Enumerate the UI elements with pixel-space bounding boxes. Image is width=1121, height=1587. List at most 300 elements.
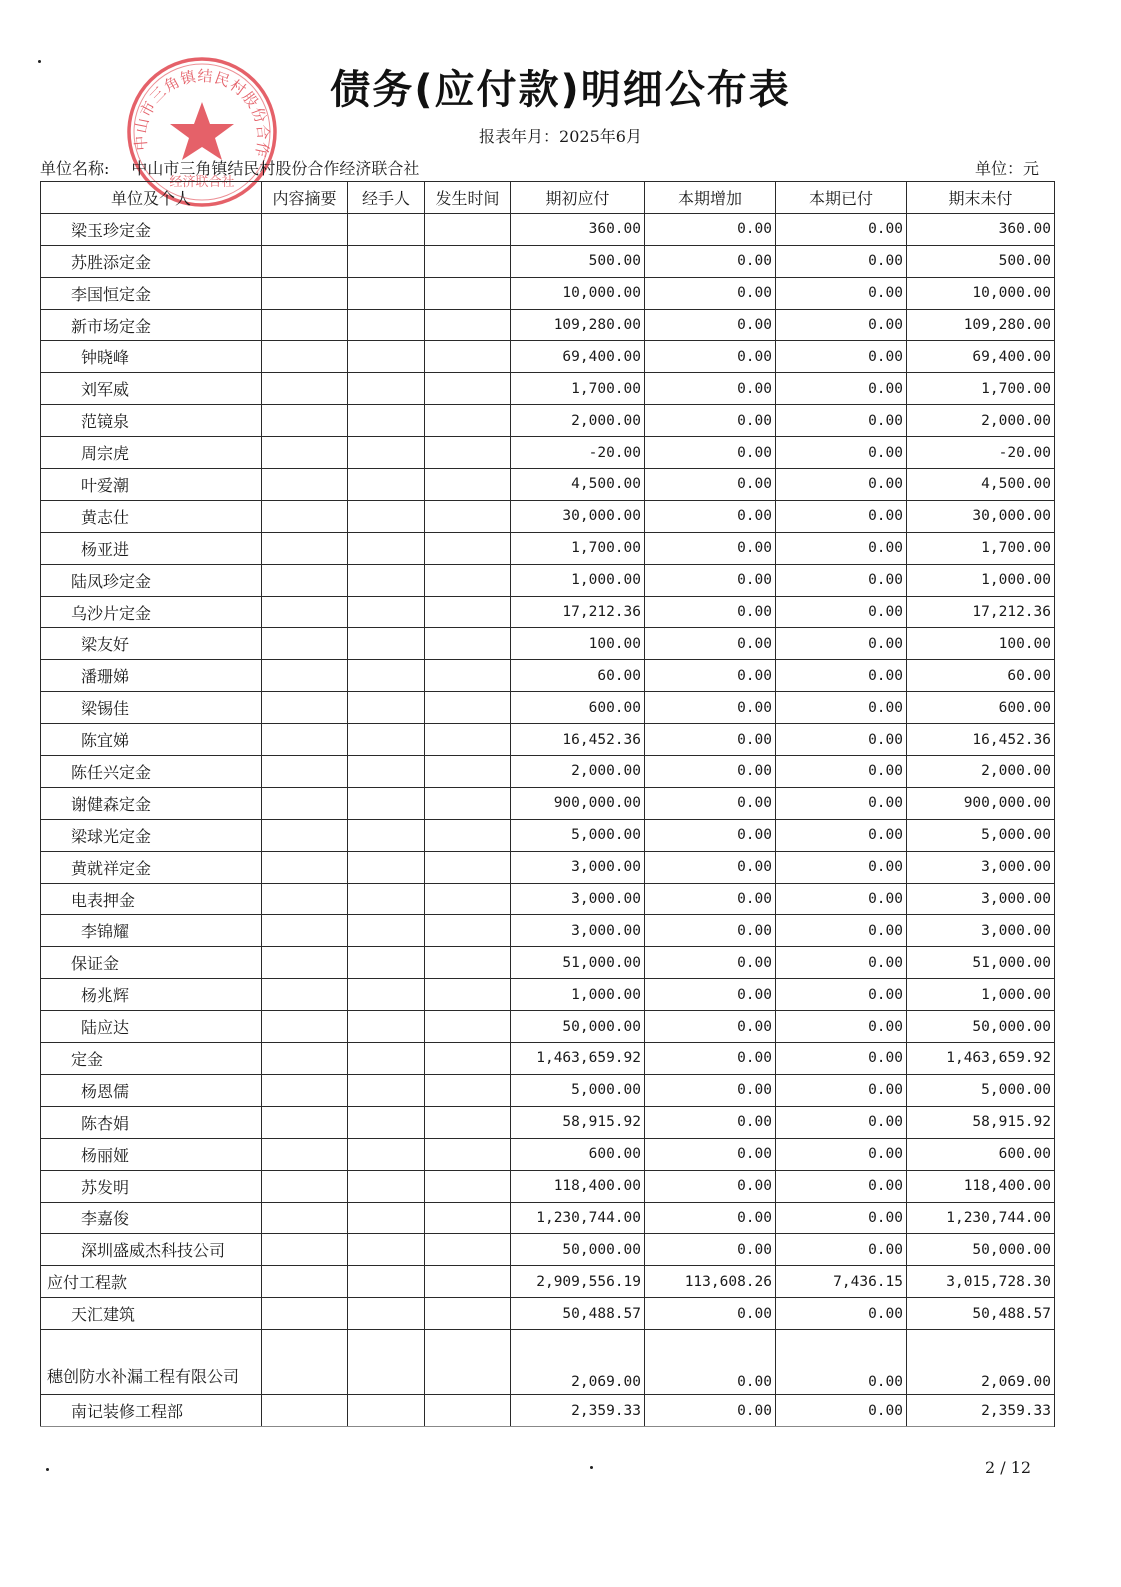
row-date-cell bbox=[425, 947, 511, 979]
row-paid-cell: 0.00 bbox=[776, 1202, 907, 1234]
row-closing-cell: 3,015,728.30 bbox=[907, 1266, 1055, 1298]
row-summary-cell bbox=[262, 596, 348, 628]
row-handler-cell bbox=[348, 915, 425, 947]
row-handler-cell bbox=[348, 245, 425, 277]
row-increase-cell: 0.00 bbox=[645, 564, 776, 596]
row-increase-cell: 0.00 bbox=[645, 660, 776, 692]
row-name-cell: 深圳盛威杰科技公司 bbox=[41, 1234, 262, 1266]
row-opening-cell: 118,400.00 bbox=[511, 1170, 645, 1202]
row-opening-cell: 360.00 bbox=[511, 213, 645, 245]
table-row bbox=[41, 915, 1055, 947]
row-paid-cell: 0.00 bbox=[776, 692, 907, 724]
row-handler-cell bbox=[348, 1298, 425, 1330]
row-opening-cell: 1,000.00 bbox=[511, 564, 645, 596]
row-opening-cell: 4,500.00 bbox=[511, 469, 645, 501]
row-opening-cell: 2,909,556.19 bbox=[511, 1266, 645, 1298]
row-date-cell bbox=[425, 309, 511, 341]
row-closing-cell: 900,000.00 bbox=[907, 787, 1055, 819]
col-header-increase: 本期增加 bbox=[645, 182, 776, 214]
row-date-cell bbox=[425, 1395, 511, 1427]
footer-divider bbox=[40, 1426, 1054, 1427]
row-handler-cell bbox=[348, 1074, 425, 1106]
row-increase-cell: 0.00 bbox=[645, 437, 776, 469]
row-paid-cell: 0.00 bbox=[776, 756, 907, 788]
row-summary-cell bbox=[262, 1266, 348, 1298]
table-row bbox=[41, 819, 1055, 851]
row-opening-cell: 5,000.00 bbox=[511, 1074, 645, 1106]
row-handler-cell bbox=[348, 883, 425, 915]
row-opening-cell: 51,000.00 bbox=[511, 947, 645, 979]
row-date-cell bbox=[425, 851, 511, 883]
row-paid-cell: 0.00 bbox=[776, 915, 907, 947]
unit-name-value: 中山市三角镇结民村股份合作经济联合社 bbox=[131, 159, 420, 178]
svg-text:经济联合社: 经济联合社 bbox=[169, 175, 235, 190]
row-name-cell: 穗创防水补漏工程有限公司 bbox=[41, 1330, 262, 1395]
row-summary-cell bbox=[262, 277, 348, 309]
table-row bbox=[41, 1170, 1055, 1202]
row-increase-cell: 0.00 bbox=[645, 851, 776, 883]
row-name-cell: 范镜泉 bbox=[41, 405, 262, 437]
row-summary-cell bbox=[262, 787, 348, 819]
row-closing-cell: 2,359.33 bbox=[907, 1395, 1055, 1427]
table-row bbox=[41, 692, 1055, 724]
col-header-summary: 内容摘要 bbox=[262, 182, 348, 214]
table-row bbox=[41, 979, 1055, 1011]
row-opening-cell: 60.00 bbox=[511, 660, 645, 692]
row-increase-cell: 0.00 bbox=[645, 1234, 776, 1266]
row-name-cell: 周宗虎 bbox=[41, 437, 262, 469]
row-handler-cell bbox=[348, 405, 425, 437]
row-closing-cell: -20.00 bbox=[907, 437, 1055, 469]
row-paid-cell: 0.00 bbox=[776, 1043, 907, 1075]
table-row bbox=[41, 1298, 1055, 1330]
row-opening-cell: 3,000.00 bbox=[511, 851, 645, 883]
row-summary-cell bbox=[262, 947, 348, 979]
row-handler-cell bbox=[348, 1266, 425, 1298]
row-name-cell: 定金 bbox=[41, 1043, 262, 1075]
row-summary-cell bbox=[262, 437, 348, 469]
row-name-cell: 苏发明 bbox=[41, 1170, 262, 1202]
row-summary-cell bbox=[262, 309, 348, 341]
col-header-date: 发生时间 bbox=[425, 182, 511, 214]
row-date-cell bbox=[425, 1011, 511, 1043]
scan-speck bbox=[46, 1468, 49, 1471]
row-paid-cell: 0.00 bbox=[776, 309, 907, 341]
table-row bbox=[41, 1106, 1055, 1138]
row-paid-cell: 0.00 bbox=[776, 245, 907, 277]
row-handler-cell bbox=[348, 1234, 425, 1266]
row-increase-cell: 0.00 bbox=[645, 1298, 776, 1330]
row-increase-cell: 0.00 bbox=[645, 1011, 776, 1043]
row-closing-cell: 1,700.00 bbox=[907, 373, 1055, 405]
scan-speck bbox=[590, 1466, 593, 1469]
row-date-cell bbox=[425, 1202, 511, 1234]
row-closing-cell: 51,000.00 bbox=[907, 947, 1055, 979]
row-increase-cell: 0.00 bbox=[645, 277, 776, 309]
row-closing-cell: 50,000.00 bbox=[907, 1011, 1055, 1043]
period-label: 报表年月： bbox=[479, 127, 560, 146]
row-increase-cell: 0.00 bbox=[645, 1043, 776, 1075]
row-name-cell: 梁球光定金 bbox=[41, 819, 262, 851]
row-opening-cell: 3,000.00 bbox=[511, 883, 645, 915]
row-date-cell bbox=[425, 469, 511, 501]
row-increase-cell: 0.00 bbox=[645, 1395, 776, 1427]
row-handler-cell bbox=[348, 1106, 425, 1138]
row-handler-cell bbox=[348, 437, 425, 469]
row-paid-cell: 0.00 bbox=[776, 469, 907, 501]
row-paid-cell: 0.00 bbox=[776, 628, 907, 660]
row-summary-cell bbox=[262, 245, 348, 277]
row-name-cell: 梁锡佳 bbox=[41, 692, 262, 724]
row-name-cell: 谢健森定金 bbox=[41, 787, 262, 819]
row-opening-cell: 69,400.00 bbox=[511, 341, 645, 373]
row-paid-cell: 0.00 bbox=[776, 373, 907, 405]
row-date-cell bbox=[425, 1043, 511, 1075]
row-date-cell bbox=[425, 883, 511, 915]
row-increase-cell: 0.00 bbox=[645, 692, 776, 724]
row-paid-cell: 0.00 bbox=[776, 1011, 907, 1043]
row-closing-cell: 360.00 bbox=[907, 213, 1055, 245]
row-handler-cell bbox=[348, 979, 425, 1011]
row-summary-cell bbox=[262, 564, 348, 596]
row-paid-cell: 0.00 bbox=[776, 532, 907, 564]
row-handler-cell bbox=[348, 469, 425, 501]
row-handler-cell bbox=[348, 1330, 425, 1395]
row-opening-cell: 1,463,659.92 bbox=[511, 1043, 645, 1075]
row-handler-cell bbox=[348, 628, 425, 660]
row-opening-cell: 3,000.00 bbox=[511, 915, 645, 947]
table-row bbox=[41, 532, 1055, 564]
row-date-cell bbox=[425, 628, 511, 660]
table-row bbox=[41, 756, 1055, 788]
table-row bbox=[41, 437, 1055, 469]
row-increase-cell: 0.00 bbox=[645, 819, 776, 851]
row-closing-cell: 1,700.00 bbox=[907, 532, 1055, 564]
row-closing-cell: 60.00 bbox=[907, 660, 1055, 692]
row-paid-cell: 0.00 bbox=[776, 1106, 907, 1138]
payables-table bbox=[40, 181, 1055, 1427]
row-handler-cell bbox=[348, 947, 425, 979]
report-period bbox=[0, 124, 1121, 147]
row-closing-cell: 3,000.00 bbox=[907, 915, 1055, 947]
row-paid-cell: 0.00 bbox=[776, 851, 907, 883]
row-date-cell bbox=[425, 1138, 511, 1170]
row-closing-cell: 2,000.00 bbox=[907, 405, 1055, 437]
row-name-cell: 李锦耀 bbox=[41, 915, 262, 947]
row-closing-cell: 58,915.92 bbox=[907, 1106, 1055, 1138]
row-paid-cell: 0.00 bbox=[776, 1138, 907, 1170]
row-name-cell: 李嘉俊 bbox=[41, 1202, 262, 1234]
row-summary-cell bbox=[262, 756, 348, 788]
row-closing-cell: 2,000.00 bbox=[907, 756, 1055, 788]
table-row bbox=[41, 1395, 1055, 1427]
row-closing-cell: 3,000.00 bbox=[907, 851, 1055, 883]
table-row bbox=[41, 1043, 1055, 1075]
row-handler-cell bbox=[348, 1395, 425, 1427]
unit-name-label: 单位名称: bbox=[40, 159, 110, 178]
row-closing-cell: 600.00 bbox=[907, 1138, 1055, 1170]
row-increase-cell: 0.00 bbox=[645, 1202, 776, 1234]
row-summary-cell bbox=[262, 628, 348, 660]
row-date-cell bbox=[425, 724, 511, 756]
row-summary-cell bbox=[262, 213, 348, 245]
row-name-cell: 陈任兴定金 bbox=[41, 756, 262, 788]
table-row bbox=[41, 1266, 1055, 1298]
row-summary-cell bbox=[262, 883, 348, 915]
row-closing-cell: 17,212.36 bbox=[907, 596, 1055, 628]
row-paid-cell: 0.00 bbox=[776, 405, 907, 437]
row-handler-cell bbox=[348, 660, 425, 692]
table-row bbox=[41, 405, 1055, 437]
row-summary-cell bbox=[262, 1298, 348, 1330]
row-opening-cell: 2,000.00 bbox=[511, 756, 645, 788]
row-name-cell: 陆凤珍定金 bbox=[41, 564, 262, 596]
row-increase-cell: 0.00 bbox=[645, 883, 776, 915]
row-summary-cell bbox=[262, 979, 348, 1011]
row-summary-cell bbox=[262, 1106, 348, 1138]
row-name-cell: 叶爱潮 bbox=[41, 469, 262, 501]
row-summary-cell bbox=[262, 692, 348, 724]
row-increase-cell: 0.00 bbox=[645, 245, 776, 277]
row-summary-cell bbox=[262, 724, 348, 756]
row-paid-cell: 0.00 bbox=[776, 1395, 907, 1427]
row-date-cell bbox=[425, 245, 511, 277]
row-name-cell: 杨亚进 bbox=[41, 532, 262, 564]
row-name-cell: 杨恩儒 bbox=[41, 1074, 262, 1106]
row-closing-cell: 4,500.00 bbox=[907, 469, 1055, 501]
row-handler-cell bbox=[348, 1170, 425, 1202]
row-handler-cell bbox=[348, 1043, 425, 1075]
row-opening-cell: 900,000.00 bbox=[511, 787, 645, 819]
row-closing-cell: 2,069.00 bbox=[907, 1330, 1055, 1395]
row-paid-cell: 0.00 bbox=[776, 1298, 907, 1330]
row-summary-cell bbox=[262, 405, 348, 437]
row-opening-cell: 2,359.33 bbox=[511, 1395, 645, 1427]
row-summary-cell bbox=[262, 1138, 348, 1170]
row-name-cell: 应付工程款 bbox=[41, 1266, 262, 1298]
table-row bbox=[41, 628, 1055, 660]
row-increase-cell: 0.00 bbox=[645, 628, 776, 660]
row-date-cell bbox=[425, 756, 511, 788]
row-increase-cell: 0.00 bbox=[645, 979, 776, 1011]
row-handler-cell bbox=[348, 277, 425, 309]
table-row bbox=[41, 500, 1055, 532]
row-increase-cell: 0.00 bbox=[645, 309, 776, 341]
row-paid-cell: 0.00 bbox=[776, 213, 907, 245]
row-paid-cell: 0.00 bbox=[776, 787, 907, 819]
table-row bbox=[41, 1074, 1055, 1106]
row-handler-cell bbox=[348, 1011, 425, 1043]
row-date-cell bbox=[425, 405, 511, 437]
row-summary-cell bbox=[262, 1170, 348, 1202]
row-paid-cell: 0.00 bbox=[776, 724, 907, 756]
row-opening-cell: 600.00 bbox=[511, 1138, 645, 1170]
row-closing-cell: 10,000.00 bbox=[907, 277, 1055, 309]
row-handler-cell bbox=[348, 787, 425, 819]
row-paid-cell: 0.00 bbox=[776, 1234, 907, 1266]
row-increase-cell: 0.00 bbox=[645, 341, 776, 373]
row-name-cell: 刘军威 bbox=[41, 373, 262, 405]
row-name-cell: 乌沙片定金 bbox=[41, 596, 262, 628]
row-name-cell: 陈杏娟 bbox=[41, 1106, 262, 1138]
row-closing-cell: 1,000.00 bbox=[907, 564, 1055, 596]
row-increase-cell: 0.00 bbox=[645, 1138, 776, 1170]
row-summary-cell bbox=[262, 915, 348, 947]
row-handler-cell bbox=[348, 596, 425, 628]
row-closing-cell: 1,000.00 bbox=[907, 979, 1055, 1011]
col-header-unit: 单位及个人 bbox=[41, 182, 262, 214]
row-opening-cell: 2,069.00 bbox=[511, 1330, 645, 1395]
row-handler-cell bbox=[348, 724, 425, 756]
row-opening-cell: 5,000.00 bbox=[511, 819, 645, 851]
row-summary-cell bbox=[262, 1330, 348, 1395]
row-handler-cell bbox=[348, 341, 425, 373]
svg-text:中山市三角镇结民村股份合作: 中山市三角镇结民村股份合作 bbox=[131, 66, 273, 160]
scan-speck bbox=[38, 60, 41, 63]
row-date-cell bbox=[425, 213, 511, 245]
row-paid-cell: 0.00 bbox=[776, 277, 907, 309]
table-row bbox=[41, 883, 1055, 915]
row-date-cell bbox=[425, 915, 511, 947]
row-opening-cell: -20.00 bbox=[511, 437, 645, 469]
row-closing-cell: 69,400.00 bbox=[907, 341, 1055, 373]
row-increase-cell: 0.00 bbox=[645, 787, 776, 819]
row-paid-cell: 0.00 bbox=[776, 660, 907, 692]
row-summary-cell bbox=[262, 1011, 348, 1043]
table-body bbox=[41, 213, 1055, 1426]
table-row bbox=[41, 1011, 1055, 1043]
row-name-cell: 保证金 bbox=[41, 947, 262, 979]
table-row bbox=[41, 787, 1055, 819]
row-increase-cell: 0.00 bbox=[645, 405, 776, 437]
row-handler-cell bbox=[348, 1202, 425, 1234]
row-summary-cell bbox=[262, 851, 348, 883]
page-number: 2 / 12 bbox=[985, 1458, 1032, 1477]
row-summary-cell bbox=[262, 1074, 348, 1106]
row-date-cell bbox=[425, 596, 511, 628]
row-name-cell: 陆应达 bbox=[41, 1011, 262, 1043]
row-date-cell bbox=[425, 819, 511, 851]
row-paid-cell: 0.00 bbox=[776, 979, 907, 1011]
row-summary-cell bbox=[262, 819, 348, 851]
row-name-cell: 苏胜添定金 bbox=[41, 245, 262, 277]
row-paid-cell: 0.00 bbox=[776, 947, 907, 979]
row-summary-cell bbox=[262, 341, 348, 373]
document-title: 债务(应付款)明细公布表 bbox=[330, 67, 791, 113]
row-increase-cell: 0.00 bbox=[645, 532, 776, 564]
row-name-cell: 天汇建筑 bbox=[41, 1298, 262, 1330]
row-summary-cell bbox=[262, 500, 348, 532]
row-paid-cell: 0.00 bbox=[776, 596, 907, 628]
row-paid-cell: 7,436.15 bbox=[776, 1266, 907, 1298]
col-header-opening: 期初应付 bbox=[511, 182, 645, 214]
row-date-cell bbox=[425, 500, 511, 532]
row-paid-cell: 0.00 bbox=[776, 883, 907, 915]
row-date-cell bbox=[425, 1234, 511, 1266]
col-header-handler: 经手人 bbox=[348, 182, 425, 214]
row-handler-cell bbox=[348, 564, 425, 596]
row-increase-cell: 0.00 bbox=[645, 469, 776, 501]
row-closing-cell: 500.00 bbox=[907, 245, 1055, 277]
row-handler-cell bbox=[348, 851, 425, 883]
row-summary-cell bbox=[262, 1395, 348, 1427]
row-name-cell: 杨兆辉 bbox=[41, 979, 262, 1011]
row-closing-cell: 3,000.00 bbox=[907, 883, 1055, 915]
row-name-cell: 梁玉珍定金 bbox=[41, 213, 262, 245]
row-date-cell bbox=[425, 277, 511, 309]
row-paid-cell: 0.00 bbox=[776, 1074, 907, 1106]
row-increase-cell: 0.00 bbox=[645, 1330, 776, 1395]
row-paid-cell: 0.00 bbox=[776, 341, 907, 373]
row-increase-cell: 0.00 bbox=[645, 1074, 776, 1106]
row-increase-cell: 0.00 bbox=[645, 500, 776, 532]
row-date-cell bbox=[425, 1170, 511, 1202]
row-opening-cell: 50,000.00 bbox=[511, 1011, 645, 1043]
row-summary-cell bbox=[262, 1202, 348, 1234]
row-opening-cell: 50,000.00 bbox=[511, 1234, 645, 1266]
row-summary-cell bbox=[262, 660, 348, 692]
row-opening-cell: 16,452.36 bbox=[511, 724, 645, 756]
table-row bbox=[41, 724, 1055, 756]
table-row bbox=[41, 1234, 1055, 1266]
row-name-cell: 梁友好 bbox=[41, 628, 262, 660]
row-closing-cell: 100.00 bbox=[907, 628, 1055, 660]
row-name-cell: 潘珊娣 bbox=[41, 660, 262, 692]
row-increase-cell: 0.00 bbox=[645, 947, 776, 979]
row-increase-cell: 0.00 bbox=[645, 915, 776, 947]
row-date-cell bbox=[425, 373, 511, 405]
row-summary-cell bbox=[262, 373, 348, 405]
row-name-cell: 新市场定金 bbox=[41, 309, 262, 341]
row-closing-cell: 50,488.57 bbox=[907, 1298, 1055, 1330]
row-date-cell bbox=[425, 979, 511, 1011]
row-opening-cell: 100.00 bbox=[511, 628, 645, 660]
table-row bbox=[41, 213, 1055, 245]
table-header-row bbox=[41, 182, 1055, 214]
row-name-cell: 电表押金 bbox=[41, 883, 262, 915]
row-paid-cell: 0.00 bbox=[776, 819, 907, 851]
row-closing-cell: 1,230,744.00 bbox=[907, 1202, 1055, 1234]
row-opening-cell: 600.00 bbox=[511, 692, 645, 724]
row-opening-cell: 30,000.00 bbox=[511, 500, 645, 532]
row-handler-cell bbox=[348, 1138, 425, 1170]
table-row bbox=[41, 564, 1055, 596]
table-row bbox=[41, 851, 1055, 883]
table-row bbox=[41, 341, 1055, 373]
row-closing-cell: 109,280.00 bbox=[907, 309, 1055, 341]
row-date-cell bbox=[425, 1298, 511, 1330]
row-opening-cell: 1,700.00 bbox=[511, 532, 645, 564]
row-name-cell: 陈宜娣 bbox=[41, 724, 262, 756]
row-increase-cell: 0.00 bbox=[645, 1170, 776, 1202]
unit-name bbox=[40, 156, 419, 179]
row-opening-cell: 50,488.57 bbox=[511, 1298, 645, 1330]
row-handler-cell bbox=[348, 756, 425, 788]
row-opening-cell: 17,212.36 bbox=[511, 596, 645, 628]
row-closing-cell: 50,000.00 bbox=[907, 1234, 1055, 1266]
table-row bbox=[41, 596, 1055, 628]
row-date-cell bbox=[425, 787, 511, 819]
row-date-cell bbox=[425, 660, 511, 692]
row-summary-cell bbox=[262, 532, 348, 564]
table-row bbox=[41, 309, 1055, 341]
table-row bbox=[41, 373, 1055, 405]
row-closing-cell: 1,463,659.92 bbox=[907, 1043, 1055, 1075]
row-date-cell bbox=[425, 1106, 511, 1138]
row-closing-cell: 600.00 bbox=[907, 692, 1055, 724]
row-opening-cell: 2,000.00 bbox=[511, 405, 645, 437]
row-handler-cell bbox=[348, 692, 425, 724]
